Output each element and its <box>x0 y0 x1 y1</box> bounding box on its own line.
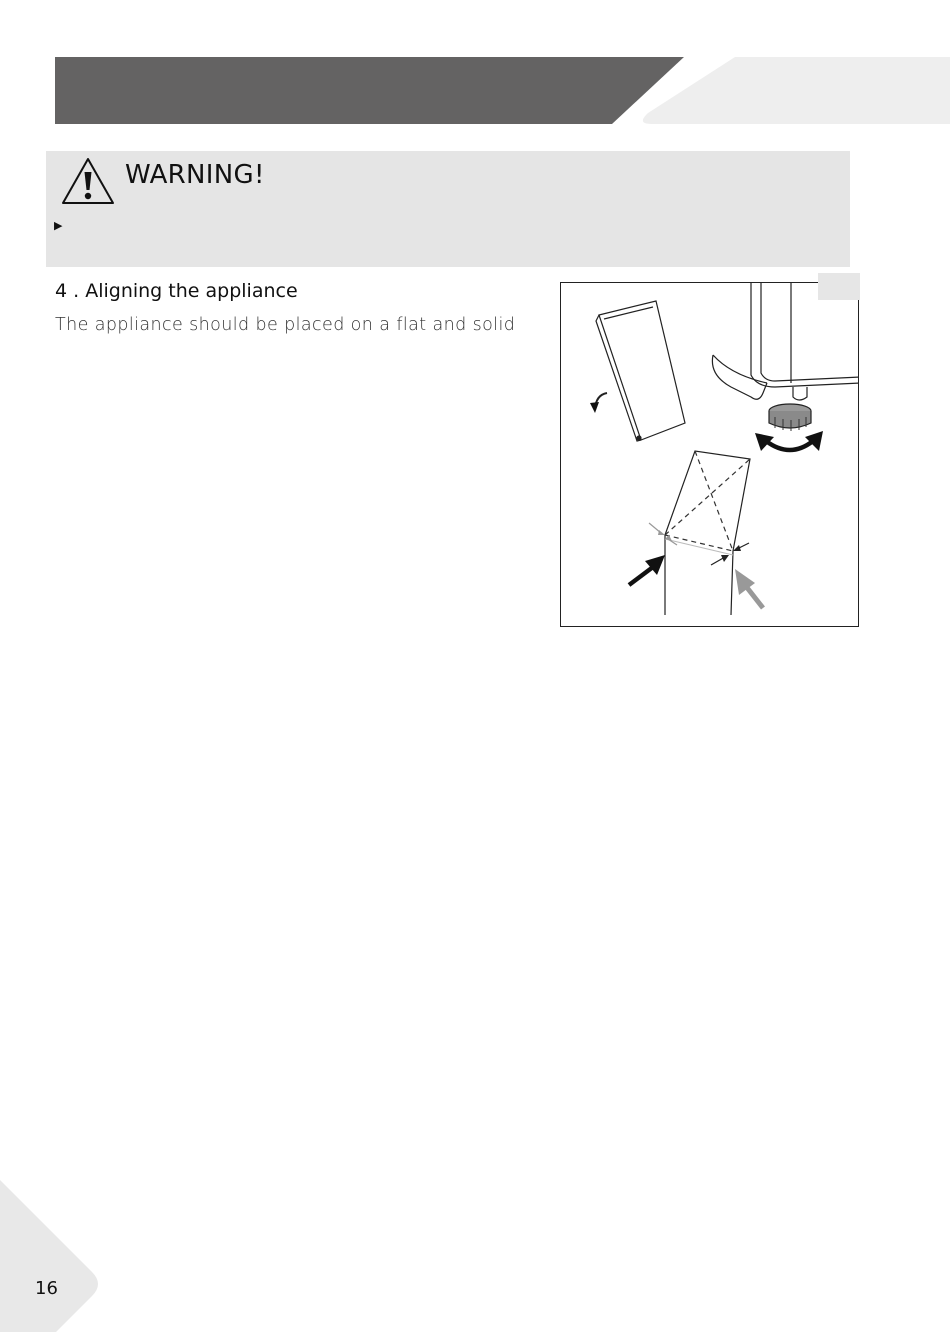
header-light-tab <box>643 57 950 124</box>
warning-triangle-icon <box>60 156 116 206</box>
triangle-bullet-icon: ▶ <box>54 219 63 232</box>
section-heading: 4 . Aligning the appliance <box>55 280 298 302</box>
alignment-illustration <box>561 283 859 627</box>
door-alignment-icon <box>629 451 763 615</box>
header-bar <box>0 0 950 140</box>
adjustable-foot-icon <box>712 283 859 451</box>
page-corner-shape <box>0 1180 110 1332</box>
warning-title: WARNING! <box>125 160 265 190</box>
figure-frame <box>560 282 859 627</box>
panel-tilt-icon <box>590 301 685 441</box>
header-dark-band <box>55 57 684 124</box>
page-number: 16 <box>35 1278 58 1299</box>
section-body-text: The appliance should be placed on a flat and solid <box>55 315 516 335</box>
figure-label-tab <box>818 273 860 300</box>
